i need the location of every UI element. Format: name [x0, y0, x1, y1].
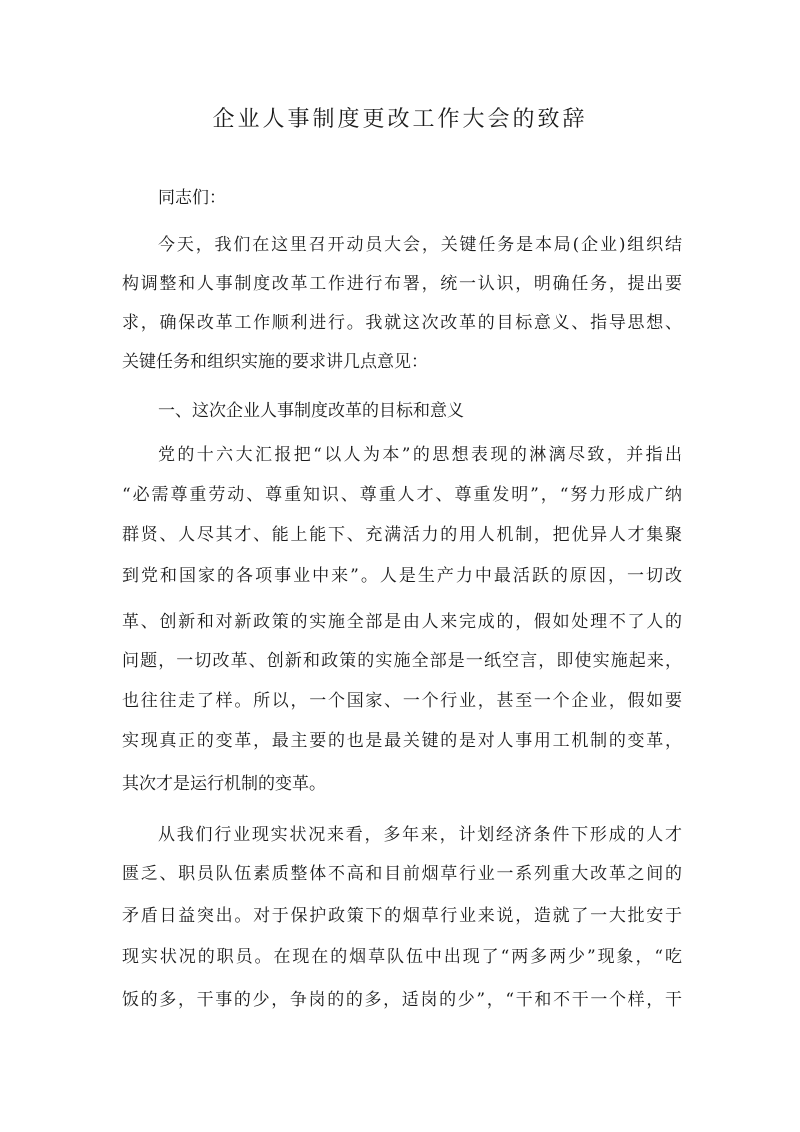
salutation-line: 同志们： [158, 188, 226, 208]
paragraph-line: 其次才是运行机制的变革。 [122, 774, 326, 794]
paragraph-line: 今天，我们在这里召开动员大会，关键任务是本局(企业)组织结 [158, 235, 682, 255]
section-heading: 一、这次企业人事制度改革的目标和意义 [158, 401, 464, 421]
paragraph-line: 求，确保改革工作顺利进行。我就这次改革的目标意义、指导思想、 [122, 313, 682, 333]
paragraph-line: 关键任务和组织实施的要求讲几点意见： [122, 352, 428, 372]
paragraph-line: 革、创新和对新政策的实施全部是由人来完成的，假如处理不了人的 [122, 612, 682, 632]
paragraph-line: 现实状况的职员。在现在的烟草队伍中出现了“两多两少”现象，“吃 [122, 947, 682, 967]
document-title: 企业人事制度更改工作大会的致辞 [212, 107, 588, 132]
paragraph-line: 问题，一切改革、创新和政策的实施全部是一纸空言，即使实施起来， [122, 651, 682, 671]
paragraph-line: 也往往走了样。所以，一个国家、一个行业，甚至一个企业，假如要 [122, 691, 682, 711]
paragraph-line: 实现真正的变革，最主要的也是最关键的是对人事用工机制的变革， [122, 731, 682, 751]
paragraph-line: 从我们行业现实状况来看，多年来，计划经济条件下形成的人才 [158, 825, 682, 845]
paragraph-line: 匮乏、职员队伍素质整体不高和目前烟草行业一系列重大改革之间的 [122, 864, 682, 884]
paragraph-line: 党的十六大汇报把“以人为本”的思想表现的淋漓尽致，并指出 [158, 445, 682, 465]
paragraph-line: “必需尊重劳动、尊重知识、尊重人才、尊重发明”，“努力形成广纳 [122, 485, 682, 505]
paragraph-line: 群贤、人尽其才、能上能下、充满活力的用人机制，把优异人才集聚 [122, 525, 682, 545]
paragraph-line: 饭的多，干事的少，争岗的的多，适岗的少”，“干和不干一个样，干 [122, 990, 682, 1010]
paragraph-line: 到党和国家的各项事业中来”。人是生产力中最活跃的原因，一切改 [122, 566, 682, 586]
paragraph-line: 矛盾日益突出。对于保护政策下的烟草行业来说，造就了一大批安于 [122, 906, 682, 926]
paragraph-line: 构调整和人事制度改革工作进行布署，统一认识，明确任务，提出要 [122, 274, 682, 294]
